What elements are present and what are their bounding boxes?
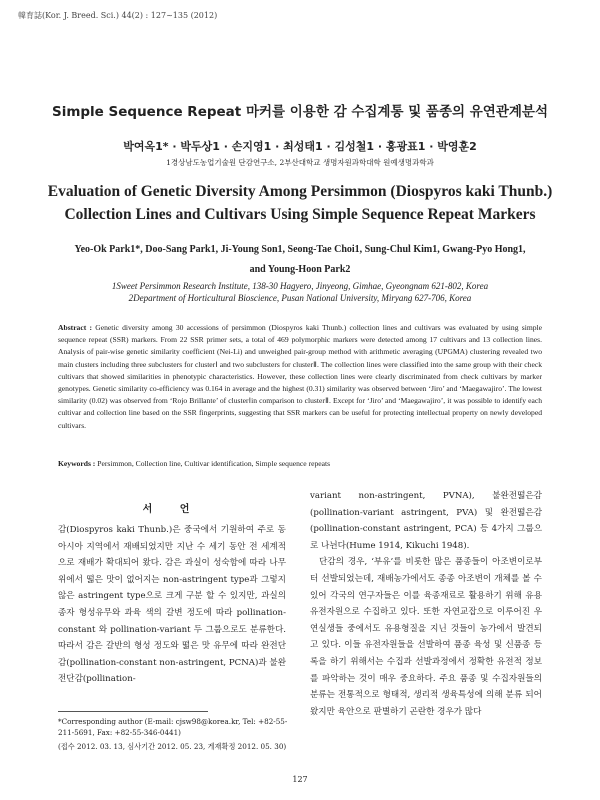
english-authors <box>40 240 560 280</box>
right-paragraph-1: variant non-astringent, PVNA), 불완전떫은감(pollination-variant astringent, PVA) 및 완전떫은감(pollination-constant astringent, PCA) 등 4가지 그룹으로 나뉜다(Hume 1914, Kikuchi 1948). <box>310 491 542 551</box>
body-left-column <box>58 522 286 688</box>
footnote-divider <box>58 711 208 712</box>
affiliation-1: 1Sweet Persimmon Research Institute, 138-30 Hagyero, Jinyeong, Gimhae, Gyeongnam 621-802, Korea <box>111 281 489 291</box>
korean-authors: 박여옥1* · 박두상1 · 손지영1 · 최성태1 · 김성철1 · 홍광표1 · 박영훈2 <box>123 140 477 153</box>
submission-dates-note: (접수 2012. 03. 13, 심사기간 2012. 05. 23, 게재확정 2012. 05. 30) <box>58 742 287 751</box>
section-heading-introduction: 서 언 <box>142 504 202 515</box>
body-right-column <box>310 488 542 720</box>
page-number: 127 <box>292 775 308 784</box>
abstract-label: Abstract : <box>58 323 93 332</box>
right-paragraph-2: 단감의 경우, ‘부유’를 비롯한 많은 품종들이 아조변이로부터 선발되었는데, 재배농가에서도 종종 아조변이 개체를 볼 수 있어 각국의 연구자들은 이를 육종재료로 활용하기 위해 유용 유전자원으로 수집하고 있다. 또한 자연교잡으로 이루어진 우연실생들 중에서도 유용형질을 지닌 것들이 농가에서 발견되고 있다. 이들 유전자원들을 선발하여 품종 육성 및 신품종 등록을 하기 위해서는 수집과 선발과정에서 정확한 유전적 정보를 파악하는 것이 매우 중요하다. 주요 품종 및 수집자원들의 분류는 전통적으로 형태적, 생리적 생육특성에 의해 분류 되어왔지만 육안으로 판별하기 곤란한 경우가 많다 <box>310 557 542 717</box>
english-authors-line2: and Young-Hoon Park2 <box>249 264 351 275</box>
korean-title: Simple Sequence Repeat 마커를 이용한 감 수집계통 및 품종의 유연관계분석 <box>51 104 549 120</box>
keywords-text: Persimmon, Collection line, Cultivar identification, Simple sequence repeats <box>97 459 331 468</box>
journal-header: 韓育誌(Kor. J. Breed. Sci.) 44(2) : 127~135 (2012) <box>18 11 218 20</box>
footnotes <box>58 716 288 752</box>
affiliation-2: 2Department of Horticultural Bioscience, Pusan National University, Miryang 627-706, Korea <box>128 293 472 303</box>
keywords-label: Keywords : <box>58 459 96 468</box>
keywords <box>58 459 542 468</box>
left-paragraph: 감(Diospyros kaki Thunb.)은 중국에서 기원하여 주로 동아시아 지역에서 재배되었지만 지난 수 세기 동안 전 세계적으로 재배가 확대되어 왔다. 감은 과실이 성숙함에 따라 나무 위에서 떫은 맛이 없어지는 non-astringent type과 그렇지 않은 astringent type으로 크게 구분 할 수 있지만, 과실의 종자 형성유무와 과육 색의 갈변 정도에 따라 pollination-constant 와 pollination-variant 두 그룹으로도 분류한다. 따라서 감은 갈반의 형성 정도와 떫은 맛 유무에 따라 완전단감(pollination-constant non-astringent, PCNA)과 불완전단감(pollination- <box>58 525 286 685</box>
abstract-text: Genetic diversity among 30 accessions of persimmon (Diospyros kaki Thunb.) collection lines and cultivars was evaluated by using simple sequence repeat (SSR) markers. From 22 SSR primer sets, a total of 469 polymorphic markers were detected among 17 cultivars and 13 collection lines. Analysis of pair-wise genetic similarity coefficient (Nei-Li) and unweighed pair-group method with arithmetic averaging (UPGMA) clustering revealed two main clusters including three subclusters for clusterⅠ and two subclusters for clusterⅡ. The collection lines were classified into the same group with their check cultivars that showed similarities in phenotypic characteristics. However, these collection lines were clearly discriminated from check cultivars by marker genotypes. Genetic similarity co-efficiency was 0.164 in average and the highest (0.31) similarity was observed between ‘Jiro’ and ‘Maegawajiro’. The lowest similarity (0.02) was observed from ‘Rojo Brillante’ of clusterⅠin comparison to clusterⅡ. Except for ‘Jiro’ and ‘Maegawajiro’, it was possible to identify each cultivar and collection line based on the SSR fingerprints, suggesting that SSR markers can be useful for protecting intellectual property on newly developed cultivars. <box>58 323 542 430</box>
english-affiliations <box>0 280 600 304</box>
english-title: Evaluation of Genetic Diversity Among Persimmon (Diospyros kaki Thunb.) Collection Lines and Cultivars Using Simple Sequence Repeat Markers <box>47 183 553 223</box>
english-authors-line1: Yeo-Ok Park1*, Doo-Sang Park1, Ji-Young Son1, Seong-Tae Choi1, Sung-Chul Kim1, Gwang-Pyo Hong1, <box>74 244 526 255</box>
korean-affiliation: 1경상남도농업기술원 단감연구소, 2부산대학교 생명자원과학대학 원예생명과학과 <box>166 158 434 167</box>
corresponding-author-note: *Corresponding author (E-mail: cjsw98@korea.kr, Tel: +82-55-211-5691, Fax: +82-55-346-0441) <box>58 717 288 737</box>
abstract <box>58 322 542 432</box>
